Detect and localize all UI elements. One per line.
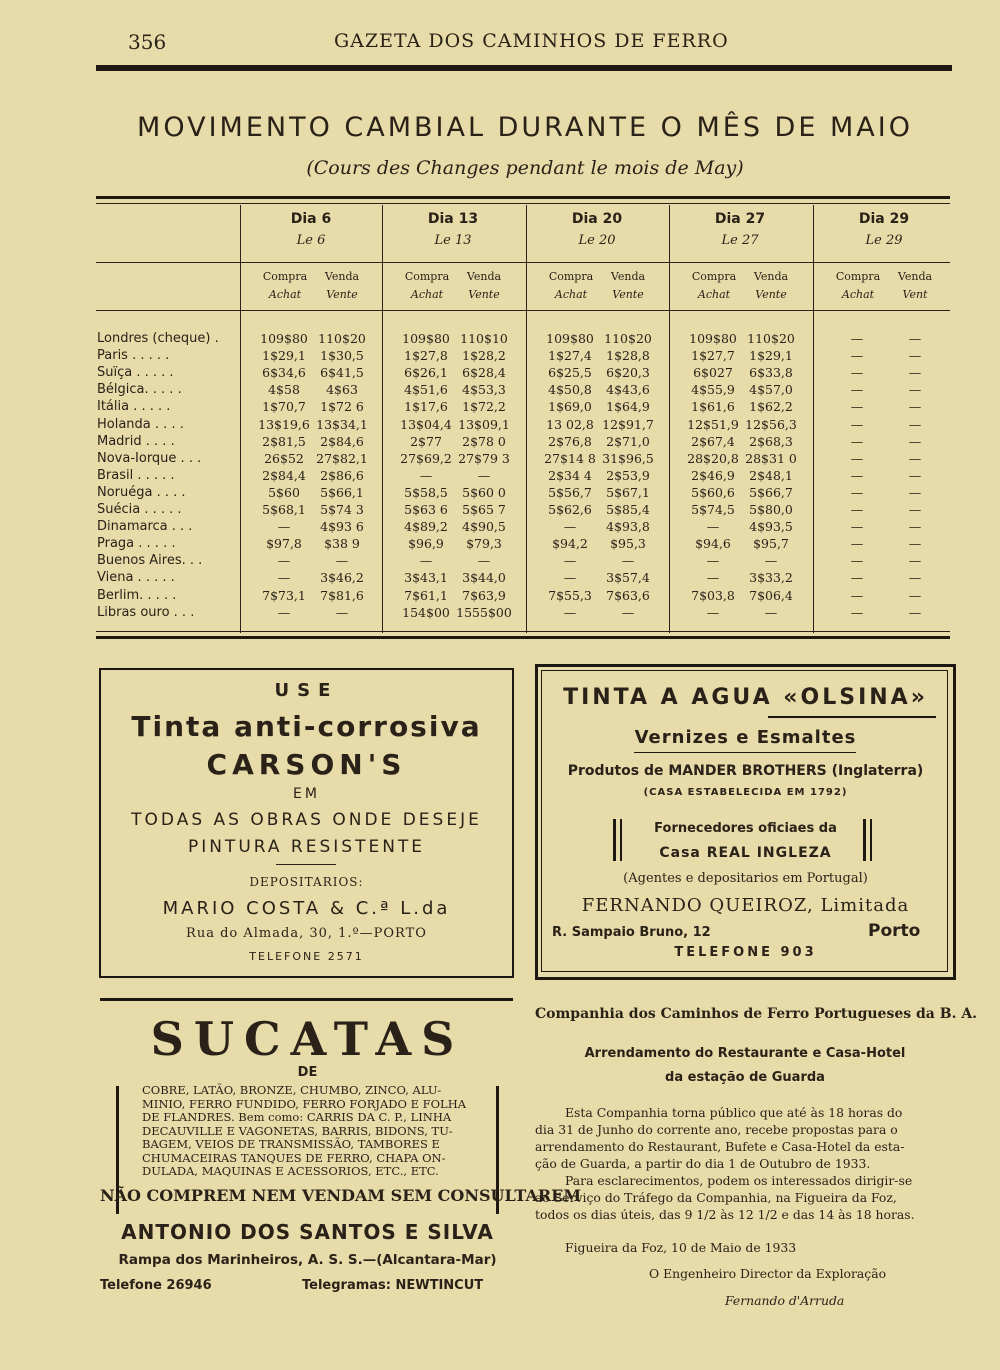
- sell-rate-cell: —: [908, 553, 922, 568]
- buy-rate-cell: 1$70,7: [262, 399, 306, 414]
- sell-rate-cell: $95,3: [610, 536, 646, 551]
- ad-olsina-supplier: Fornecedores oficiaes da: [654, 821, 837, 836]
- buy-rate-cell: —: [850, 519, 864, 534]
- sell-rate-cell: —: [908, 331, 922, 346]
- sell-label: Venda: [466, 270, 502, 283]
- buy-rate-cell: 6$26,1: [404, 365, 448, 380]
- buy-rate-cell: 1$27,8: [404, 348, 448, 363]
- buy-rate-cell: —: [277, 519, 291, 534]
- sell-rate-cell: 110$20: [318, 331, 366, 346]
- sell-rate-cell: 2$48,1: [749, 468, 793, 483]
- buy-rate-cell: 5$58,5: [404, 485, 448, 500]
- sell-rate-cell: $38 9: [324, 536, 360, 551]
- buy-rate-cell: 109$80: [546, 331, 594, 346]
- buy-rate-cell: 2$67,4: [691, 434, 735, 449]
- sell-rate-cell: 4$57,0: [749, 382, 793, 397]
- country-label: Noruéga . . . .: [97, 485, 186, 500]
- buy-label-fr: Achat: [841, 288, 875, 301]
- buy-rate-cell: 26$52: [264, 451, 304, 466]
- col-divider: [382, 205, 383, 633]
- sell-rate-cell: 3$57,4: [606, 570, 650, 585]
- ad-carson: [99, 668, 514, 978]
- table-top-rule: [96, 196, 950, 199]
- ad-sucatas-telegram: Telegramas: NEWTINCUT: [302, 1278, 484, 1293]
- sell-rate-cell: 5$65 7: [462, 502, 506, 517]
- table-bottom-rule-thick: [96, 636, 950, 639]
- sell-rate-cell: 1$30,5: [320, 348, 364, 363]
- buy-label-fr: Achat: [697, 288, 731, 301]
- header-divider: [96, 262, 950, 263]
- sell-rate-cell: 13$34,1: [316, 417, 368, 432]
- sell-rate-cell: 4$53,3: [462, 382, 506, 397]
- day-subheader: Le 27: [721, 233, 759, 248]
- day-header: Dia 20: [571, 211, 623, 227]
- country-label: Bélgica. . . . .: [97, 382, 182, 397]
- ad-olsina-phone: TELEFONE 903: [674, 945, 817, 960]
- sell-rate-cell: 5$66,1: [320, 485, 364, 500]
- notice-line: Esta Companhia torna público que até às 18 horas do: [565, 1105, 903, 1120]
- country-label: Dinamarca . . .: [97, 519, 193, 534]
- sell-rate-cell: 4$63: [326, 382, 358, 397]
- buy-rate-cell: —: [563, 570, 577, 585]
- ad-olsina-underline2: [634, 752, 856, 753]
- buy-rate-cell: —: [419, 468, 433, 483]
- buy-rate-cell: 4$50,8: [548, 382, 592, 397]
- buy-rate-cell: 13 02,8: [546, 417, 594, 432]
- ad-sucatas: [100, 998, 582, 1310]
- buy-label: Compra: [548, 270, 594, 283]
- buy-rate-cell: 4$89,2: [404, 519, 448, 534]
- ad-carson-line6: PINTURA RESISTENTE: [187, 837, 426, 857]
- ad-sucatas-de: DE: [297, 1065, 318, 1080]
- sell-rate-cell: 4$93,5: [749, 519, 793, 534]
- ad-sucatas-body-line: COBRE, LATÃO, BRONZE, CHUMBO, ZINCO, ALU-: [142, 1083, 442, 1097]
- buy-rate-cell: 109$80: [402, 331, 450, 346]
- notice-date: Figueira da Foz, 10 de Maio de 1933: [565, 1240, 797, 1255]
- buy-rate-cell: —: [850, 434, 864, 449]
- sell-rate-cell: 6$33,8: [749, 365, 793, 380]
- ad-sucatas-address: Rampa dos Marinheiros, A. S. S.—(Alcantara-Mar): [118, 1252, 497, 1268]
- sell-rate-cell: —: [908, 417, 922, 432]
- buy-rate-cell: 154$00: [402, 605, 450, 620]
- sell-rate-cell: 3$44,0: [462, 570, 506, 585]
- buy-rate-cell: —: [850, 502, 864, 517]
- buy-rate-cell: 5$60,6: [691, 485, 735, 500]
- sell-rate-cell: 28$31 0: [745, 451, 797, 466]
- buy-rate-cell: 109$80: [260, 331, 308, 346]
- buy-rate-cell: 2$77: [410, 434, 442, 449]
- sell-rate-cell: 7$06,4: [749, 588, 793, 603]
- sell-label-fr: Vente: [468, 288, 500, 301]
- ad-carson-company: MARIO COSTA & C.ª L.da: [162, 898, 451, 919]
- sell-rate-cell: —: [908, 399, 922, 414]
- buy-rate-cell: —: [850, 399, 864, 414]
- buy-rate-cell: 28$20,8: [687, 451, 739, 466]
- buy-rate-cell: —: [850, 588, 864, 603]
- sell-rate-cell: —: [908, 536, 922, 551]
- buy-rate-cell: —: [850, 553, 864, 568]
- ad-olsina-agents: (Agentes e depositarios em Portugal): [623, 871, 868, 886]
- ad-sucatas-name: ANTONIO DOS SANTOS E SILVA: [121, 1220, 494, 1244]
- sell-label-fr: Vente: [755, 288, 787, 301]
- sell-rate-cell: —: [908, 434, 922, 449]
- sell-rate-cell: 27$79 3: [458, 451, 510, 466]
- country-label: Viena . . . . .: [97, 570, 175, 585]
- buy-rate-cell: —: [706, 570, 720, 585]
- sell-rate-cell: 4$93,8: [606, 519, 650, 534]
- ad-sucatas-title: SUCATAS: [150, 1012, 465, 1066]
- sell-label-fr: Vente: [612, 288, 644, 301]
- sell-rate-cell: $95,7: [753, 536, 789, 551]
- day-header: Dia 6: [290, 211, 332, 227]
- sell-label: Venda: [897, 270, 933, 283]
- buy-rate-cell: 5$63 6: [404, 502, 448, 517]
- sell-rate-cell: —: [335, 553, 349, 568]
- buy-rate-cell: —: [706, 519, 720, 534]
- sell-rate-cell: —: [477, 553, 491, 568]
- sell-rate-cell: 2$78 0: [462, 434, 506, 449]
- buy-rate-cell: 5$62,6: [548, 502, 592, 517]
- buy-rate-cell: —: [850, 468, 864, 483]
- buy-rate-cell: —: [850, 536, 864, 551]
- buy-rate-cell: 3$43,1: [404, 570, 448, 585]
- ad-olsina-company: FERNANDO QUEIROZ, Limitada: [581, 895, 910, 916]
- notice-line: arrendamento do Restaurant, Bufete e Casa-Hotel da esta-: [535, 1139, 905, 1154]
- buy-rate-cell: 5$74,5: [691, 502, 735, 517]
- sell-rate-cell: 5$74 3: [320, 502, 364, 517]
- sell-rate-cell: —: [908, 348, 922, 363]
- sell-rate-cell: —: [908, 451, 922, 466]
- sell-rate-cell: —: [335, 605, 349, 620]
- ad-carson-em: EM: [293, 786, 320, 802]
- buy-rate-cell: $96,9: [408, 536, 444, 551]
- sell-rate-cell: —: [621, 553, 635, 568]
- sell-rate-cell: 1$29,1: [749, 348, 793, 363]
- sell-rate-cell: 110$20: [747, 331, 795, 346]
- sell-rate-cell: 7$63,6: [606, 588, 650, 603]
- country-label: Praga . . . . .: [97, 536, 176, 551]
- country-label: Nova-Iorque . . .: [97, 451, 202, 466]
- publication-title: GAZETA DOS CAMINHOS DE FERRO: [334, 30, 729, 52]
- day-subheader: Le 6: [296, 233, 326, 248]
- sell-rate-cell: 110$20: [604, 331, 652, 346]
- buy-rate-cell: 2$84,4: [262, 468, 306, 483]
- ad-carson-use: USE: [274, 680, 339, 701]
- buy-rate-cell: —: [419, 553, 433, 568]
- buy-label-fr: Achat: [268, 288, 302, 301]
- buy-label-fr: Achat: [410, 288, 444, 301]
- country-label: Itália . . . . .: [97, 399, 171, 414]
- ad-olsina-royal: Casa REAL INGLEZA: [659, 845, 832, 861]
- day-subheader: Le 13: [434, 233, 472, 248]
- sell-rate-cell: 2$53,9: [606, 468, 650, 483]
- col-divider: [813, 205, 814, 633]
- sell-rate-cell: —: [908, 519, 922, 534]
- sell-rate-cell: —: [908, 365, 922, 380]
- country-label: Libras ouro . . .: [97, 605, 195, 620]
- country-label: Madrid . . . .: [97, 434, 175, 449]
- country-label: Suécia . . . . .: [97, 502, 182, 517]
- buy-rate-cell: 5$60: [268, 485, 300, 500]
- buy-rate-cell: 6$027: [693, 365, 733, 380]
- sell-label: Venda: [753, 270, 789, 283]
- buy-label: Compra: [262, 270, 308, 283]
- buy-rate-cell: 7$03,8: [691, 588, 735, 603]
- buy-rate-cell: 7$73,1: [262, 588, 306, 603]
- sell-rate-cell: —: [908, 485, 922, 500]
- buy-rate-cell: —: [706, 553, 720, 568]
- table-top-rule-thin: [96, 203, 950, 204]
- sell-label: Venda: [610, 270, 646, 283]
- sell-rate-cell: 13$09,1: [458, 417, 510, 432]
- buy-rate-cell: 7$55,3: [548, 588, 592, 603]
- buy-rate-cell: 5$68,1: [262, 502, 306, 517]
- sell-rate-cell: 5$85,4: [606, 502, 650, 517]
- buy-rate-cell: —: [850, 451, 864, 466]
- ad-carson-depot: DEPOSITARIOS:: [249, 875, 364, 889]
- buy-rate-cell: 5$56,7: [548, 485, 592, 500]
- country-label: Buenos Aires. . .: [97, 553, 203, 568]
- buy-rate-cell: 4$55,9: [691, 382, 735, 397]
- notice-line: ção de Guarda, a partir do dia 1 de Outubro de 1933.: [535, 1156, 871, 1171]
- sell-rate-cell: —: [621, 605, 635, 620]
- buy-rate-cell: 7$61,1: [404, 588, 448, 603]
- country-label: Berlim. . . . .: [97, 588, 177, 603]
- sell-rate-cell: 2$71,0: [606, 434, 650, 449]
- sell-rate-cell: —: [908, 588, 922, 603]
- ad-carson-line5: TODAS AS OBRAS ONDE DESEJE: [131, 810, 482, 830]
- ad-sucatas-body-line: MINIO, FERRO FUNDIDO, FERRO FORJADO E FOLHA: [142, 1096, 467, 1111]
- buy-rate-cell: —: [850, 348, 864, 363]
- sell-label-fr: Vente: [326, 288, 358, 301]
- col-divider: [526, 205, 527, 633]
- buy-rate-cell: 1$29,1: [262, 348, 306, 363]
- buy-rate-cell: 27$14 8: [544, 451, 596, 466]
- sell-rate-cell: —: [908, 570, 922, 585]
- sell-rate-cell: $79,3: [466, 536, 502, 551]
- notice-line: Para esclarecimentos, podem os interessados dirigir-se: [565, 1173, 913, 1188]
- sell-rate-cell: 12$91,7: [602, 417, 654, 432]
- buy-rate-cell: —: [277, 570, 291, 585]
- col-divider: [240, 205, 241, 633]
- sell-rate-cell: 4$93 6: [320, 519, 364, 534]
- notice-heading1: Arrendamento do Restaurante e Casa-Hotel: [584, 1046, 906, 1061]
- sell-rate-cell: 2$86,6: [320, 468, 364, 483]
- notice-signer-title: O Engenheiro Director da Exploração: [649, 1266, 887, 1281]
- buy-rate-cell: 6$25,5: [548, 365, 592, 380]
- buy-label: Compra: [404, 270, 450, 283]
- notice-company: Companhia dos Caminhos de Ferro Portugueses da B. A.: [535, 1006, 978, 1022]
- ad-sucatas-body-line: BAGEM, VEIOS DE TRANSMISSÃO, TAMBORES E: [142, 1137, 440, 1151]
- buy-rate-cell: —: [277, 605, 291, 620]
- notice: [535, 1000, 978, 1320]
- buy-rate-cell: $94,2: [552, 536, 588, 551]
- buy-rate-cell: —: [850, 382, 864, 397]
- sell-rate-cell: 3$33,2: [749, 570, 793, 585]
- day-subheader: Le 20: [578, 233, 616, 248]
- buy-rate-cell: 4$58: [268, 382, 300, 397]
- buy-rate-cell: —: [850, 417, 864, 432]
- buy-rate-cell: 13$04,4: [400, 417, 452, 432]
- sell-rate-cell: 5$67,1: [606, 485, 650, 500]
- sell-rate-cell: 6$20,3: [606, 365, 650, 380]
- ad-sucatas-body-line: DULADA, MAQUINAS E ACESSORIOS, ETC., ETC.: [142, 1164, 439, 1178]
- buy-rate-cell: $97,8: [266, 536, 302, 551]
- page-number: 356: [128, 30, 167, 54]
- buy-rate-cell: 2$76,8: [548, 434, 592, 449]
- buy-rate-cell: 1$17,6: [404, 399, 448, 414]
- ad-sucatas-body-line: CHUMACEIRAS TANQUES DE FERRO, CHAPA ON-: [142, 1150, 446, 1165]
- ad-sucatas-body-line: DECAUVILLE E VAGONETAS, BARRIS, BIDONS, TU-: [142, 1123, 453, 1138]
- country-label: Holanda . . . .: [97, 417, 184, 432]
- sell-rate-cell: 5$60 0: [462, 485, 506, 500]
- exchange-title: MOVIMENTO CAMBIAL DURANTE O MÊS DE MAIO: [137, 112, 913, 143]
- ad-carson-phone: TELEFONE 2571: [249, 950, 364, 963]
- sell-rate-cell: 4$90,5: [462, 519, 506, 534]
- sell-rate-cell: 5$66,7: [749, 485, 793, 500]
- country-label: Brasil . . . . .: [97, 468, 175, 483]
- sell-rate-cell: 4$43,6: [606, 382, 650, 397]
- ad-carson-product: Tinta anti-corrosiva: [131, 710, 482, 743]
- buy-rate-cell: —: [563, 553, 577, 568]
- sell-rate-cell: 6$41,5: [320, 365, 364, 380]
- sell-rate-cell: 12$56,3: [745, 417, 797, 432]
- buy-rate-cell: —: [277, 553, 291, 568]
- buy-rate-cell: 13$19,6: [258, 417, 310, 432]
- ad-sucatas-top-rule: [100, 998, 513, 1001]
- buy-label: Compra: [835, 270, 881, 283]
- header-rule: [96, 65, 952, 71]
- sell-rate-cell: 1555$00: [456, 605, 512, 620]
- notice-line: ao Serviço do Tráfego da Companhia, na Figueira da Foz,: [535, 1190, 897, 1205]
- ad-olsina-city: Porto: [868, 921, 921, 941]
- sell-rate-cell: 110$10: [460, 331, 508, 346]
- subheader-divider: [96, 310, 950, 311]
- sell-rate-cell: 1$28,8: [606, 348, 650, 363]
- ad-carson-brand: CARSON'S: [206, 748, 407, 781]
- country-label: Londres (cheque) .: [97, 331, 219, 346]
- buy-rate-cell: 6$34,6: [262, 365, 306, 380]
- notice-line: todos os dias úteis, das 9 1/2 às 12 1/2 e das 14 às 18 horas.: [535, 1207, 915, 1222]
- buy-rate-cell: 27$69,2: [400, 451, 452, 466]
- sell-rate-cell: —: [908, 382, 922, 397]
- sell-rate-cell: 1$62,2: [749, 399, 793, 414]
- sell-rate-cell: 2$84,6: [320, 434, 364, 449]
- buy-rate-cell: 2$34 4: [548, 468, 592, 483]
- notice-signer: Fernando d'Arruda: [725, 1293, 845, 1308]
- sell-rate-cell: 5$80,0: [749, 502, 793, 517]
- sell-rate-cell: 1$64,9: [606, 399, 650, 414]
- buy-rate-cell: 4$51,6: [404, 382, 448, 397]
- buy-rate-cell: 12$51,9: [687, 417, 739, 432]
- ad-sucatas-phone: Telefone 26946: [100, 1278, 212, 1293]
- buy-rate-cell: 1$27,4: [548, 348, 592, 363]
- country-label: Suïça . . . . .: [97, 365, 174, 380]
- exchange-subtitle: (Cours des Changes pendant le mois de May): [306, 157, 744, 179]
- ad-sucatas-body: [142, 1084, 482, 1179]
- day-header: Dia 27: [714, 211, 766, 227]
- buy-rate-cell: —: [850, 605, 864, 620]
- ad-olsina-varnish: Vernizes e Esmaltes: [634, 727, 857, 748]
- sell-rate-cell: 6$28,4: [462, 365, 506, 380]
- sell-rate-cell: —: [477, 468, 491, 483]
- sell-rate-cell: 7$63,9: [462, 588, 506, 603]
- notice-body: [535, 1104, 955, 1223]
- buy-rate-cell: —: [850, 485, 864, 500]
- notice-line: dia 31 de Junho do corrente ano, recebe propostas para o: [535, 1122, 898, 1137]
- buy-label-fr: Achat: [554, 288, 588, 301]
- country-label: Paris . . . . .: [97, 348, 170, 363]
- buy-rate-cell: 1$27,7: [691, 348, 735, 363]
- sell-label-fr: Vent: [902, 288, 928, 301]
- day-header: Dia 13: [427, 211, 479, 227]
- buy-rate-cell: 1$61,6: [691, 399, 735, 414]
- buy-rate-cell: 2$81,5: [262, 434, 306, 449]
- buy-rate-cell: 109$80: [689, 331, 737, 346]
- col-divider: [669, 205, 670, 633]
- ad-olsina-products: Produtos de MANDER BROTHERS (Inglaterra): [567, 763, 924, 779]
- sell-rate-cell: 2$68,3: [749, 434, 793, 449]
- buy-rate-cell: —: [850, 570, 864, 585]
- buy-rate-cell: $94,6: [695, 536, 731, 551]
- day-header: Dia 29: [858, 211, 910, 227]
- sell-rate-cell: 27$82,1: [316, 451, 368, 466]
- sell-rate-cell: —: [908, 502, 922, 517]
- ad-carson-address: Rua do Almada, 30, 1.º—PORTO: [186, 926, 427, 941]
- buy-rate-cell: —: [850, 365, 864, 380]
- sell-rate-cell: 7$81,6: [320, 588, 364, 603]
- sell-rate-cell: 1$72 6: [320, 399, 364, 414]
- sell-rate-cell: 3$46,2: [320, 570, 364, 585]
- sell-rate-cell: —: [764, 553, 778, 568]
- sell-rate-cell: 31$96,5: [602, 451, 654, 466]
- notice-heading2: da estação de Guarda: [665, 1070, 825, 1085]
- ad-carson-divider: [276, 864, 336, 865]
- sell-rate-cell: —: [908, 605, 922, 620]
- ad-olsina-address: R. Sampaio Bruno, 12: [552, 925, 711, 940]
- sell-rate-cell: —: [764, 605, 778, 620]
- day-subheader: Le 29: [865, 233, 903, 248]
- buy-rate-cell: —: [563, 605, 577, 620]
- buy-rate-cell: 2$46,9: [691, 468, 735, 483]
- buy-rate-cell: —: [563, 519, 577, 534]
- ad-olsina-title: TINTA A AGUA «OLSINA»: [563, 685, 928, 710]
- ad-sucatas-body-line: DE FLANDRES. Bem como: CARRIS DA C. P., LINHA: [142, 1110, 452, 1124]
- sell-rate-cell: —: [908, 468, 922, 483]
- buy-label: Compra: [691, 270, 737, 283]
- sell-rate-cell: 1$28,2: [462, 348, 506, 363]
- ad-olsina-underline: [768, 716, 936, 718]
- buy-rate-cell: 1$69,0: [548, 399, 592, 414]
- sell-label: Venda: [324, 270, 360, 283]
- sell-rate-cell: 1$72,2: [462, 399, 506, 414]
- ad-olsina-est: (CASA ESTABELECIDA EM 1792): [643, 787, 848, 798]
- ad-olsina: [535, 664, 956, 980]
- buy-rate-cell: —: [706, 605, 720, 620]
- table-bottom-rule: [96, 631, 950, 632]
- ad-sucatas-warning: NÃO COMPREM NEM VENDAM SEM CONSULTAREM: [100, 1186, 582, 1205]
- buy-rate-cell: —: [850, 331, 864, 346]
